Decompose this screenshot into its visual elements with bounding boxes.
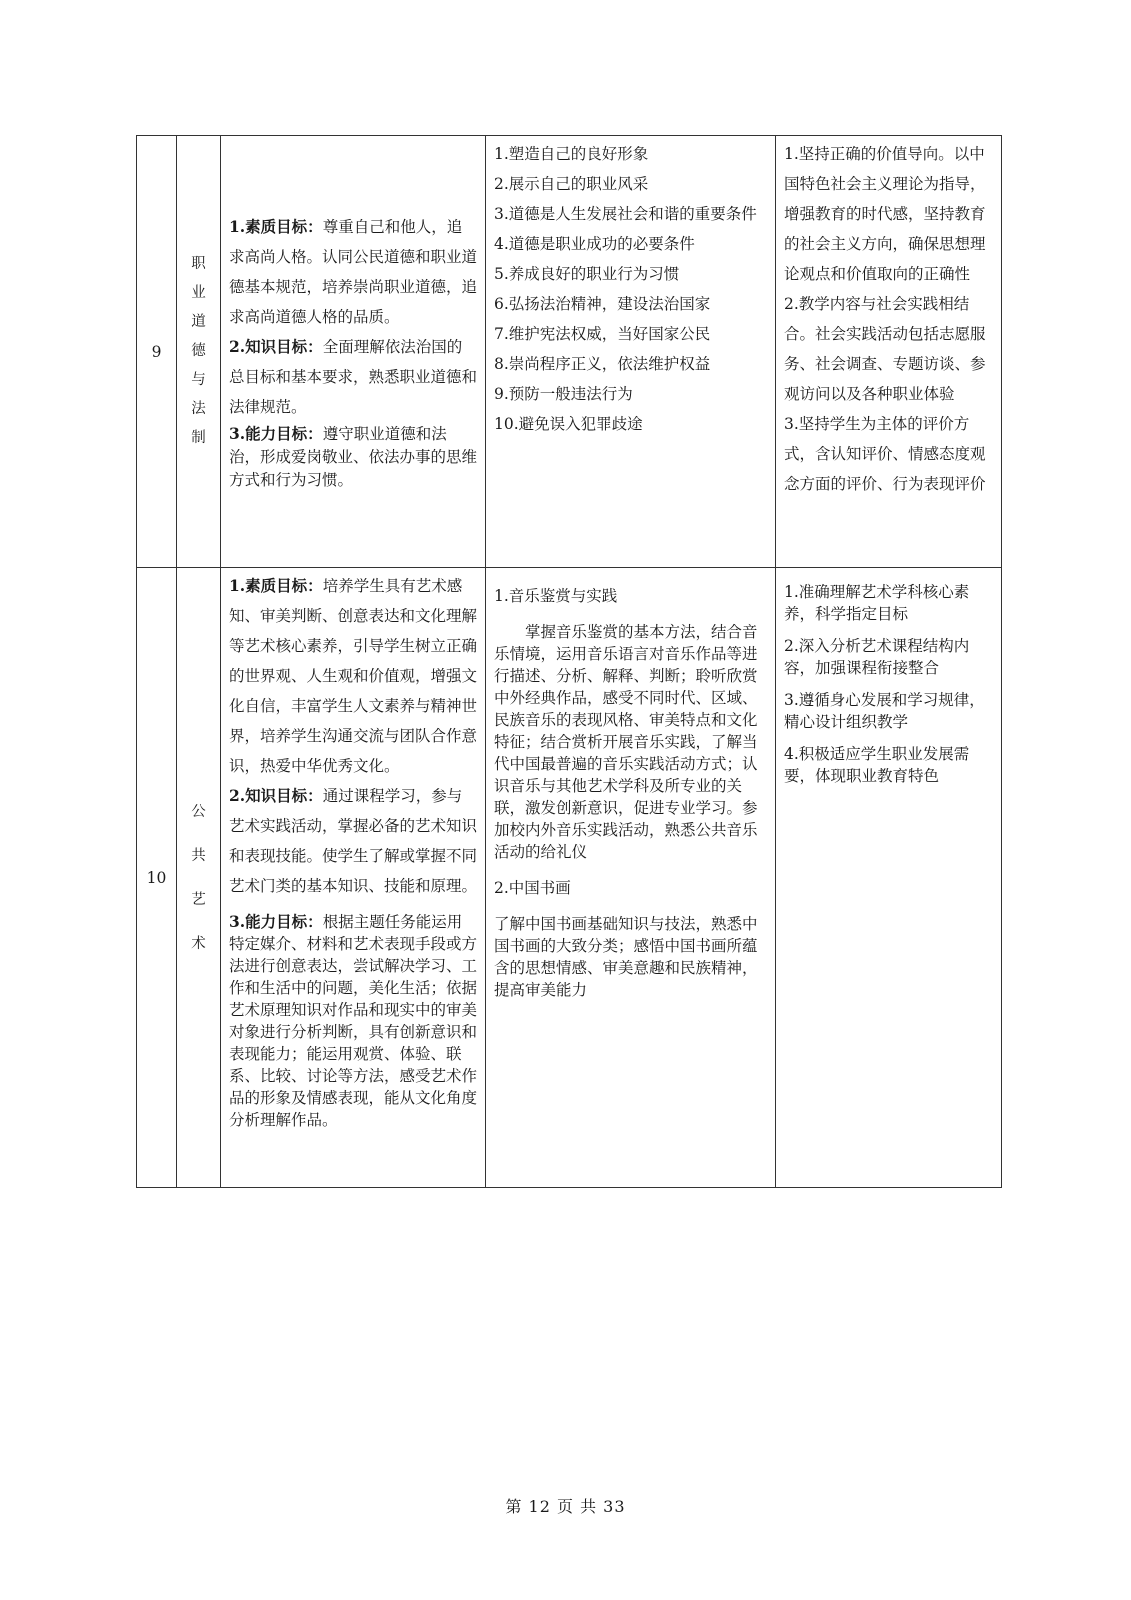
list-item: 2.深入分析艺术课程结构内容，加强课程衔接整合 <box>784 637 970 677</box>
list-item: 掌握音乐鉴赏的基本方法，结合音乐情境，运用音乐语言对音乐作品等进行描述、分析、解释、判断；聆听欣赏中外经典作品，感受不同时代、区域、民族音乐的表现风格、审美特点和文化特征；结合赏析开展音乐实践，了解当代中国最普遍的音乐实践活动方式；认识音乐与其他艺术学科及所专业的关联，激发创新意识，促进专业学习。参加校内外音乐实践活动，熟悉公共音乐活动的给礼仪 <box>494 623 758 861</box>
table-row <box>137 568 1002 1188</box>
goal-text: 根据主题任务能运用特定媒介、材料和艺术表现手段或方法进行创意表达，尝试解决学习、工作和生活中的问题，美化生活；依据艺术原理知识对作品和现实中的审美对象进行分析判断，具有创新意识和表现能力；能运用观赏、体验、联系、比较、讨论等方法，感受艺术作品的形象及情感表现，能从文化角度分析理解作品。 <box>229 913 478 1129</box>
knowledge-goal <box>229 332 477 422</box>
course-name-char: 公 <box>191 803 206 820</box>
course-table <box>136 135 1002 1188</box>
list-item: 9.预防一般违法行为 <box>494 385 633 403</box>
goal-label: 3.能力目标： <box>229 423 323 443</box>
course-goals <box>221 568 486 1188</box>
quality-goal <box>229 212 477 332</box>
list-item: 1.坚持正确的价值导向。以中国特色社会主义理论为指导，增强教育的时代感，坚持教育的社会主义方向，确保思想理论观点和价值取向的正确性 <box>784 145 986 283</box>
goal-text: 遵守职业道德和法治，形成爱岗敬业、依法办事的思维方式和行为习惯。 <box>229 424 478 489</box>
ability-goal <box>229 422 477 492</box>
list-item: 1.塑造自己的良好形象 <box>494 145 649 163</box>
course-name-char: 制 <box>191 430 206 446</box>
list-item: 4.积极适应学生职业发展需要，体现职业教育特色 <box>784 745 970 785</box>
table-row <box>137 136 1002 568</box>
list-item: 3.道德是人生发展社会和谐的重要条件 <box>494 205 757 223</box>
course-name-char: 法 <box>191 401 206 417</box>
page-number: 第 12 页 共 33 <box>505 1497 626 1516</box>
row-number: 9 <box>137 136 177 568</box>
row-number: 10 <box>137 568 177 1188</box>
list-item: 3.遵循身心发展和学习规律，精心设计组织教学 <box>784 691 985 731</box>
list-item: 1.音乐鉴赏与实践 <box>494 587 618 605</box>
ability-goal <box>229 911 477 1131</box>
list-item: 7.维护宪法权威，当好国家公民 <box>494 325 711 343</box>
list-item: 了解中国书画基础知识与技法，熟悉中国书画的大致分类；感悟中国书画所蕴含的思想情感、审美意趣和民族精神，提高审美能力 <box>494 915 758 999</box>
goal-label: 1.素质目标： <box>229 216 323 236</box>
course-name-char: 艺 <box>191 891 206 908</box>
goal-label: 3.能力目标： <box>229 912 323 931</box>
list-item: 8.崇尚程序正义，依法维护权益 <box>494 355 711 373</box>
knowledge-goal <box>229 781 477 901</box>
teaching-requirements <box>776 568 1002 1188</box>
course-name <box>177 568 221 1188</box>
goal-text: 尊重自己和他人，追求高尚人格。认同公民道德和职业道德基本规范，培养崇尚职业道德，追求高尚道德人格的品质。 <box>229 217 478 326</box>
course-name <box>177 136 221 568</box>
course-name-char: 职 <box>191 256 206 272</box>
course-name-char: 共 <box>191 847 206 864</box>
course-name-char: 术 <box>191 935 206 952</box>
course-contents <box>486 136 776 568</box>
list-item: 2.教学内容与社会实践相结合。社会实践活动包括志愿服务、社会调查、专题访谈、参观访问以及各种职业体验 <box>784 295 986 403</box>
quality-goal <box>229 571 477 781</box>
list-item: 2.展示自己的职业风采 <box>494 175 649 193</box>
goal-text: 全面理解依法治国的总目标和基本要求，熟悉职业道德和法律规范。 <box>229 337 478 416</box>
teaching-requirements <box>776 136 1002 568</box>
course-goals <box>221 136 486 568</box>
goal-text: 通过课程学习，参与艺术实践活动，掌握必备的艺术知识和表现技能。使学生了解或掌握不同艺术门类的基本知识、技能和原理。 <box>229 787 478 895</box>
list-item: 4.道德是职业成功的必要条件 <box>494 235 695 253</box>
course-name-char: 与 <box>191 372 206 388</box>
list-item: 1.准确理解艺术学科核心素养，科学指定目标 <box>784 583 970 623</box>
course-name-char: 业 <box>191 285 206 301</box>
goal-text: 培养学生具有艺术感知、审美判断、创意表达和文化理解等艺术核心素养，引导学生树立正确的世界观、人生观和价值观，增强文化自信，丰富学生人文素养与精神世界，培养学生沟通交流与团队合作意识，热爱中华优秀文化。 <box>229 577 478 775</box>
list-item: 2.中国书画 <box>494 879 571 897</box>
goal-label: 1.素质目标： <box>229 576 323 595</box>
list-item: 3.坚持学生为主体的评价方式，含认知评价、情感态度观念方面的评价、行为表现评价 <box>784 415 986 493</box>
list-item: 6.弘扬法治精神，建设法治国家 <box>494 295 711 313</box>
goal-label: 2.知识目标： <box>229 336 323 356</box>
goal-label: 2.知识目标： <box>229 786 323 805</box>
list-item: 10.避免误入犯罪歧途 <box>494 415 643 433</box>
course-contents <box>486 568 776 1188</box>
course-name-char: 德 <box>191 343 206 359</box>
list-item: 5.养成良好的职业行为习惯 <box>494 265 680 283</box>
course-name-char: 道 <box>191 314 206 330</box>
